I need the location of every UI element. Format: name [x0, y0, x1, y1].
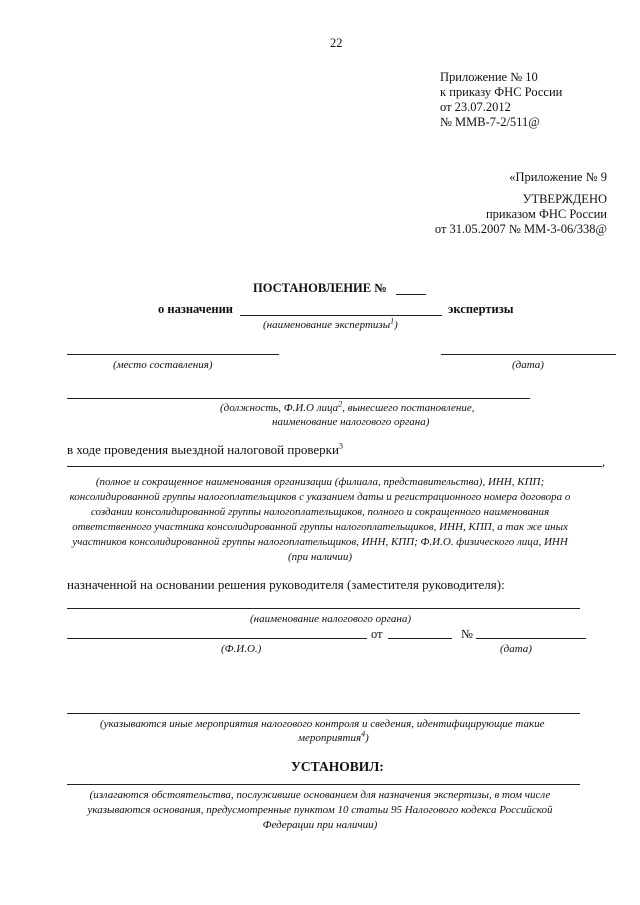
footnote-1: 1	[390, 316, 395, 326]
circumstances-caption-line: указываются основания, предусмотренные пунктом 10 статьи 95 Налогового кодекса Российской	[87, 804, 553, 816]
official-caption-line1	[220, 401, 474, 415]
footnote-2: 2	[338, 399, 343, 409]
appendix-9-title: «Приложение № 9	[509, 170, 607, 184]
official-field[interactable]	[67, 398, 530, 399]
other-measures-field[interactable]	[67, 713, 580, 714]
circumstances-caption-line: Федерации при наличии)	[262, 819, 378, 831]
approved-stamp-text: УТВЕРЖДЕНО	[522, 192, 607, 206]
official-caption-text-b: , вынесшего постановление,	[342, 402, 475, 414]
date-caption: (дата)	[512, 359, 544, 371]
org-caption-line: (при наличии)	[287, 551, 353, 563]
footnote-4: 4	[361, 729, 366, 739]
appendix-10-line: Приложение № 10	[440, 70, 538, 84]
other-measures-caption-text: мероприятия	[298, 732, 362, 744]
circumstances-caption-line: (излагаются обстоятельства, послужившие основанием для назначения экспертизы, в том числе	[89, 789, 551, 801]
about-suffix: экспертизы	[448, 302, 514, 316]
other-measures-caption-close: )	[365, 732, 369, 744]
tax-authority-field[interactable]	[67, 608, 580, 609]
expertise-caption	[263, 318, 398, 332]
organization-field[interactable]	[67, 466, 602, 467]
org-caption-line: консолидированной группы налогоплательщиков с указанием даты и регистрационного номера договора о	[69, 491, 571, 503]
from-label: от	[371, 627, 383, 641]
expertise-caption-text: (наименование экспертизы	[263, 319, 391, 331]
approved-order-date: от 31.05.2007 № ММ-3-06/338@	[434, 222, 607, 236]
circumstances-field[interactable]	[67, 784, 580, 785]
about-prefix: о назначении	[158, 302, 234, 316]
resolution-title-text: ПОСТАНОВЛЕНИЕ №	[253, 281, 387, 295]
decision-date-field[interactable]	[388, 638, 452, 639]
footnote-3: 3	[338, 441, 343, 451]
official-caption-text: (должность, Ф.И.О лица	[220, 402, 339, 414]
page-number: 22	[330, 36, 343, 50]
tax-authority-caption: (наименование налогового органа)	[250, 613, 412, 625]
org-caption-line: ответственного участника консолидированной группы налогоплательщиков, ИНН, КПП, а так же иных	[72, 521, 568, 533]
basis-text: назначенной на основании решения руководителя (заместителя руководителя):	[67, 577, 505, 592]
expertise-caption-close: )	[394, 319, 398, 331]
date-field[interactable]	[441, 354, 616, 355]
expertise-name-field[interactable]	[240, 315, 442, 316]
appendix-10-line: № ММВ-7-2/511@	[440, 115, 540, 129]
org-caption-line: участников консолидированной группы налогоплательщиков, ИНН, КПП; Ф.И.О. физического лица, ИНН	[72, 536, 568, 548]
approved-order: приказом ФНС России	[485, 207, 607, 221]
decision-date-caption: (дата)	[500, 643, 532, 655]
appendix-10-line: от 23.07.2012	[440, 100, 511, 114]
fio-field[interactable]	[67, 638, 367, 639]
organization-field-comma: ,	[602, 455, 606, 469]
appendix-10-line: к приказу ФНС России	[440, 85, 563, 99]
other-measures-caption-line2	[298, 731, 369, 745]
org-caption-line: (полное и сокращенное наименования организации (филиала, представительства), ИНН, КПП;	[95, 476, 545, 488]
decision-number-field[interactable]	[476, 638, 586, 639]
other-measures-caption-line1: (указываются иные мероприятия налогового контроля и сведения, идентифицирующие такие	[100, 718, 545, 730]
place-caption: (место составления)	[113, 359, 213, 371]
audit-text-content: в ходе проведения выездной налоговой проверки	[67, 442, 339, 457]
audit-text	[67, 443, 343, 457]
resolution-number-field[interactable]	[396, 294, 426, 295]
fio-caption: (Ф.И.О.)	[221, 643, 262, 655]
official-caption-line2: наименование налогового органа)	[272, 416, 430, 428]
number-label: №	[461, 627, 473, 641]
org-caption-line: создании консолидированной группы налогоплательщиков, полного и сокращенного наименования	[90, 506, 550, 518]
established-heading: УСТАНОВИЛ:	[291, 759, 384, 774]
resolution-title	[253, 281, 387, 295]
place-field[interactable]	[67, 354, 279, 355]
